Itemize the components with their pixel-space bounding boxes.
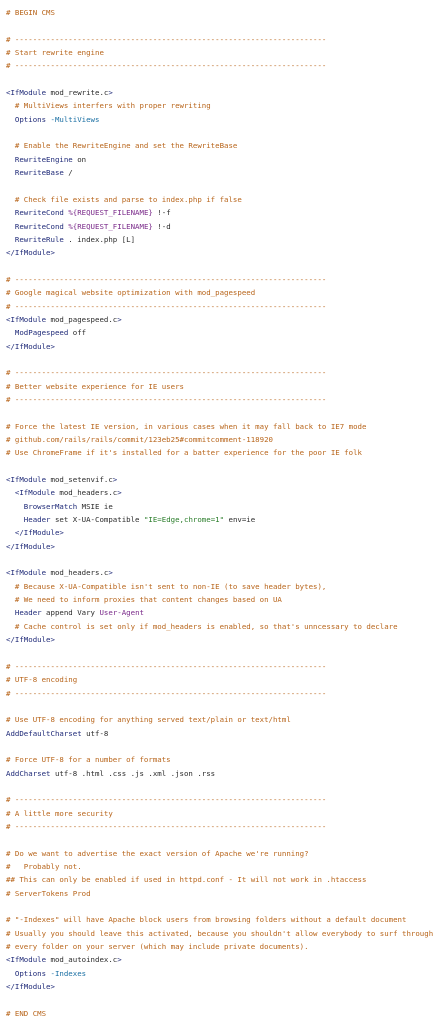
code-token: <IfModule bbox=[6, 475, 47, 485]
code-line bbox=[6, 6, 438, 19]
code-token: # ---------------------------------------------------------------------- bbox=[6, 661, 327, 671]
code-line bbox=[6, 620, 438, 633]
code-token: > bbox=[108, 88, 113, 98]
code-token: # ---------------------------------------------------------------------- bbox=[6, 301, 327, 311]
code-token: utf-8 bbox=[81, 728, 109, 738]
code-token: Header bbox=[6, 608, 42, 618]
code-line bbox=[6, 753, 438, 766]
code-line bbox=[6, 233, 438, 246]
code-token: utf-8 .html .css .js .xml .json .rss bbox=[50, 768, 216, 778]
code-line bbox=[6, 153, 438, 166]
code-line bbox=[6, 793, 438, 806]
code-token: > bbox=[117, 488, 122, 498]
code-token: env=ie bbox=[224, 515, 256, 525]
code-token: # Force the latest IE version, in various cases when it may fall back to IE7 mode bbox=[6, 421, 367, 431]
code-token: # ---------------------------------------------------------------------- bbox=[6, 821, 327, 831]
code-line bbox=[6, 660, 438, 673]
code-token: mod_rewrite.c bbox=[46, 88, 109, 98]
code-token: </IfModule> bbox=[6, 248, 55, 258]
code-line bbox=[6, 166, 438, 179]
code-line bbox=[6, 273, 438, 286]
code-line bbox=[6, 179, 438, 192]
code-token: </IfModule> bbox=[6, 982, 55, 992]
code-token: # "-Indexes" will have Apache block users from browsing folders without a default document bbox=[6, 915, 407, 925]
code-line bbox=[6, 46, 438, 59]
code-token: !-d bbox=[152, 221, 171, 231]
code-token: Options bbox=[6, 114, 47, 124]
code-token: # Use ChromeFrame if it's installed for a batter experience for the poor IE folk bbox=[6, 448, 362, 458]
code-token: mod_headers.c bbox=[46, 568, 109, 578]
code-line bbox=[6, 326, 438, 339]
code-token: # Enable the RewriteEngine and set the RewriteBase bbox=[6, 141, 238, 151]
code-token: RewriteCond bbox=[6, 208, 64, 218]
code-token: > bbox=[112, 475, 118, 485]
code-line bbox=[6, 580, 438, 593]
code-line bbox=[6, 767, 438, 780]
code-token: > bbox=[117, 955, 122, 965]
code-token: # Because X-UA-Compatible isn't sent to non-IE (to save header bytes), bbox=[6, 581, 327, 591]
code-line bbox=[6, 500, 438, 513]
code-line bbox=[6, 913, 438, 926]
code-token: <IfModule bbox=[6, 88, 47, 98]
code-token: # Usually you should leave this activated, because you shouldn't allow everybody to surf through bbox=[6, 928, 434, 938]
code-token: RewriteCond bbox=[6, 221, 64, 231]
code-line bbox=[6, 19, 438, 32]
code-line bbox=[6, 807, 438, 820]
code-line bbox=[6, 873, 438, 886]
code-line bbox=[6, 113, 438, 126]
code-line bbox=[6, 700, 438, 713]
code-token: # every folder on your server (which may include private documents). bbox=[6, 942, 309, 952]
code-line bbox=[6, 1007, 438, 1020]
code-token: -Indexes bbox=[50, 968, 87, 978]
code-token: # ---------------------------------------------------------------------- bbox=[6, 795, 327, 805]
code-token: # MultiViews interfers with proper rewriting bbox=[6, 101, 211, 111]
code-line bbox=[6, 139, 438, 152]
code-token: !-f bbox=[152, 208, 171, 218]
code-line bbox=[6, 126, 438, 139]
code-line bbox=[6, 887, 438, 900]
code-token: </IfModule> bbox=[6, 341, 55, 351]
code-line bbox=[6, 473, 438, 486]
code-token: # ---------------------------------------------------------------------- bbox=[6, 34, 327, 44]
code-line bbox=[6, 953, 438, 966]
code-line bbox=[6, 993, 438, 1006]
code-line bbox=[6, 900, 438, 913]
code-line bbox=[6, 713, 438, 726]
code-token: mod_headers.c bbox=[54, 488, 118, 498]
code-token: . index.php [L] bbox=[63, 234, 136, 244]
code-line bbox=[6, 446, 438, 459]
code-line bbox=[6, 526, 438, 539]
code-token: # Start rewrite engine bbox=[6, 48, 104, 58]
code-line bbox=[6, 980, 438, 993]
code-token: # ---------------------------------------------------------------------- bbox=[6, 368, 327, 378]
code-line bbox=[6, 286, 438, 299]
code-line bbox=[6, 300, 438, 313]
code-token: # Do we want to advertise the exact version of Apache we're running? bbox=[6, 848, 309, 858]
code-token: # ServerTokens Prod bbox=[6, 888, 91, 898]
code-line bbox=[6, 647, 438, 660]
code-token: -MultiViews bbox=[50, 114, 100, 124]
code-token: "IE=Edge,chrome=1" bbox=[143, 515, 225, 525]
code-token: off bbox=[68, 328, 87, 338]
code-token: User-Agent bbox=[99, 608, 144, 618]
code-line bbox=[6, 260, 438, 273]
code-line bbox=[6, 420, 438, 433]
code-line bbox=[6, 206, 438, 219]
code-token: ## This can only be enabled if used in httpd.conf - It will not work in .htaccess bbox=[6, 875, 367, 885]
code-token: on bbox=[72, 154, 87, 164]
code-line bbox=[6, 513, 438, 526]
code-token: # github.com/rails/rails/commit/123eb25#commitcomment-118920 bbox=[6, 435, 273, 444]
code-token: # ---------------------------------------------------------------------- bbox=[6, 688, 327, 698]
code-line bbox=[6, 833, 438, 846]
code-line bbox=[6, 553, 438, 566]
code-token: BrowserMatch bbox=[6, 501, 78, 511]
code-token: <IfModule bbox=[6, 488, 55, 498]
code-token: # Use UTF-8 encoding for anything served text/plain or text/html bbox=[6, 715, 291, 725]
code-token: ModPagespeed bbox=[6, 328, 69, 338]
code-line bbox=[6, 193, 438, 206]
code-token: # BEGIN CMS bbox=[6, 8, 55, 17]
code-line bbox=[6, 606, 438, 619]
code-token: %{REQUEST_FILENAME} bbox=[68, 221, 153, 231]
code-line bbox=[6, 220, 438, 233]
code-line bbox=[6, 673, 438, 686]
code-line bbox=[6, 727, 438, 740]
code-line bbox=[6, 73, 438, 86]
code-line bbox=[6, 380, 438, 393]
code-line bbox=[6, 366, 438, 379]
code-line bbox=[6, 486, 438, 499]
code-token: # ---------------------------------------------------------------------- bbox=[6, 274, 327, 284]
code-line bbox=[6, 313, 438, 326]
code-token: <IfModule bbox=[6, 955, 47, 965]
code-token: </IfModule> bbox=[6, 635, 55, 645]
code-line bbox=[6, 566, 438, 579]
code-token: > bbox=[117, 314, 122, 324]
code-line bbox=[6, 246, 438, 259]
code-token: # Cache control is set only if mod_headers is enabled, so that's unncessary to declare bbox=[6, 621, 398, 631]
code-token: AddDefaultCharset bbox=[6, 728, 82, 738]
code-line bbox=[6, 687, 438, 700]
code-token: set X-UA-Compatible bbox=[50, 515, 144, 525]
code-line bbox=[6, 860, 438, 873]
code-token: # ---------------------------------------------------------------------- bbox=[6, 394, 327, 404]
code-token: %{REQUEST_FILENAME} bbox=[68, 208, 153, 218]
code-token: </IfModule> bbox=[6, 541, 55, 551]
code-line bbox=[6, 940, 438, 953]
code-token: # Better website experience for IE users bbox=[6, 381, 184, 391]
code-token: / bbox=[63, 168, 73, 178]
code-line bbox=[6, 780, 438, 793]
code-line bbox=[6, 433, 438, 446]
code-token: # END CMS bbox=[6, 1008, 47, 1018]
code-token: Header bbox=[6, 515, 51, 525]
code-token: AddCharset bbox=[6, 768, 51, 778]
code-token: mod_autoindex.c bbox=[46, 955, 118, 965]
code-line bbox=[6, 59, 438, 72]
code-token: # We need to inform proxies that content changes based on UA bbox=[6, 595, 282, 605]
code-line bbox=[6, 927, 438, 940]
code-token: Options bbox=[6, 968, 47, 978]
code-token: # ---------------------------------------------------------------------- bbox=[6, 61, 327, 71]
code-token: </IfModule> bbox=[6, 528, 64, 538]
code-token: # Probably not. bbox=[6, 862, 82, 871]
code-token: append Vary bbox=[41, 608, 100, 618]
code-line bbox=[6, 353, 438, 366]
code-line bbox=[6, 460, 438, 473]
code-token: # Force UTF-8 for a number of formats bbox=[6, 755, 171, 765]
code-line bbox=[6, 393, 438, 406]
code-line bbox=[6, 593, 438, 606]
code-token: # A little more security bbox=[6, 808, 113, 818]
code-token: # Google magical website optimization with mod_pagespeed bbox=[6, 288, 256, 298]
code-line bbox=[6, 740, 438, 753]
code-line bbox=[6, 33, 438, 46]
code-token: # Check file exists and parse to index.php if false bbox=[6, 194, 242, 204]
code-token: RewriteBase bbox=[6, 168, 64, 178]
code-line bbox=[6, 86, 438, 99]
code-line bbox=[6, 99, 438, 112]
code-line bbox=[6, 540, 438, 553]
code-token: RewriteEngine bbox=[6, 154, 73, 164]
code-line bbox=[6, 406, 438, 419]
code-line bbox=[6, 967, 438, 980]
code-token: # UTF-8 encoding bbox=[6, 675, 78, 685]
code-token: <IfModule bbox=[6, 568, 47, 578]
code-line bbox=[6, 633, 438, 646]
code-line bbox=[6, 820, 438, 833]
code-token: mod_setenvif.c bbox=[46, 475, 113, 485]
code-line bbox=[6, 340, 438, 353]
code-token: RewriteRule bbox=[6, 234, 64, 244]
code-line bbox=[6, 847, 438, 860]
code-token: > bbox=[108, 568, 113, 578]
code-token: <IfModule bbox=[6, 314, 47, 324]
code-token: MSIE ie bbox=[77, 501, 113, 511]
code-token: mod_pagespeed.c bbox=[46, 314, 118, 324]
